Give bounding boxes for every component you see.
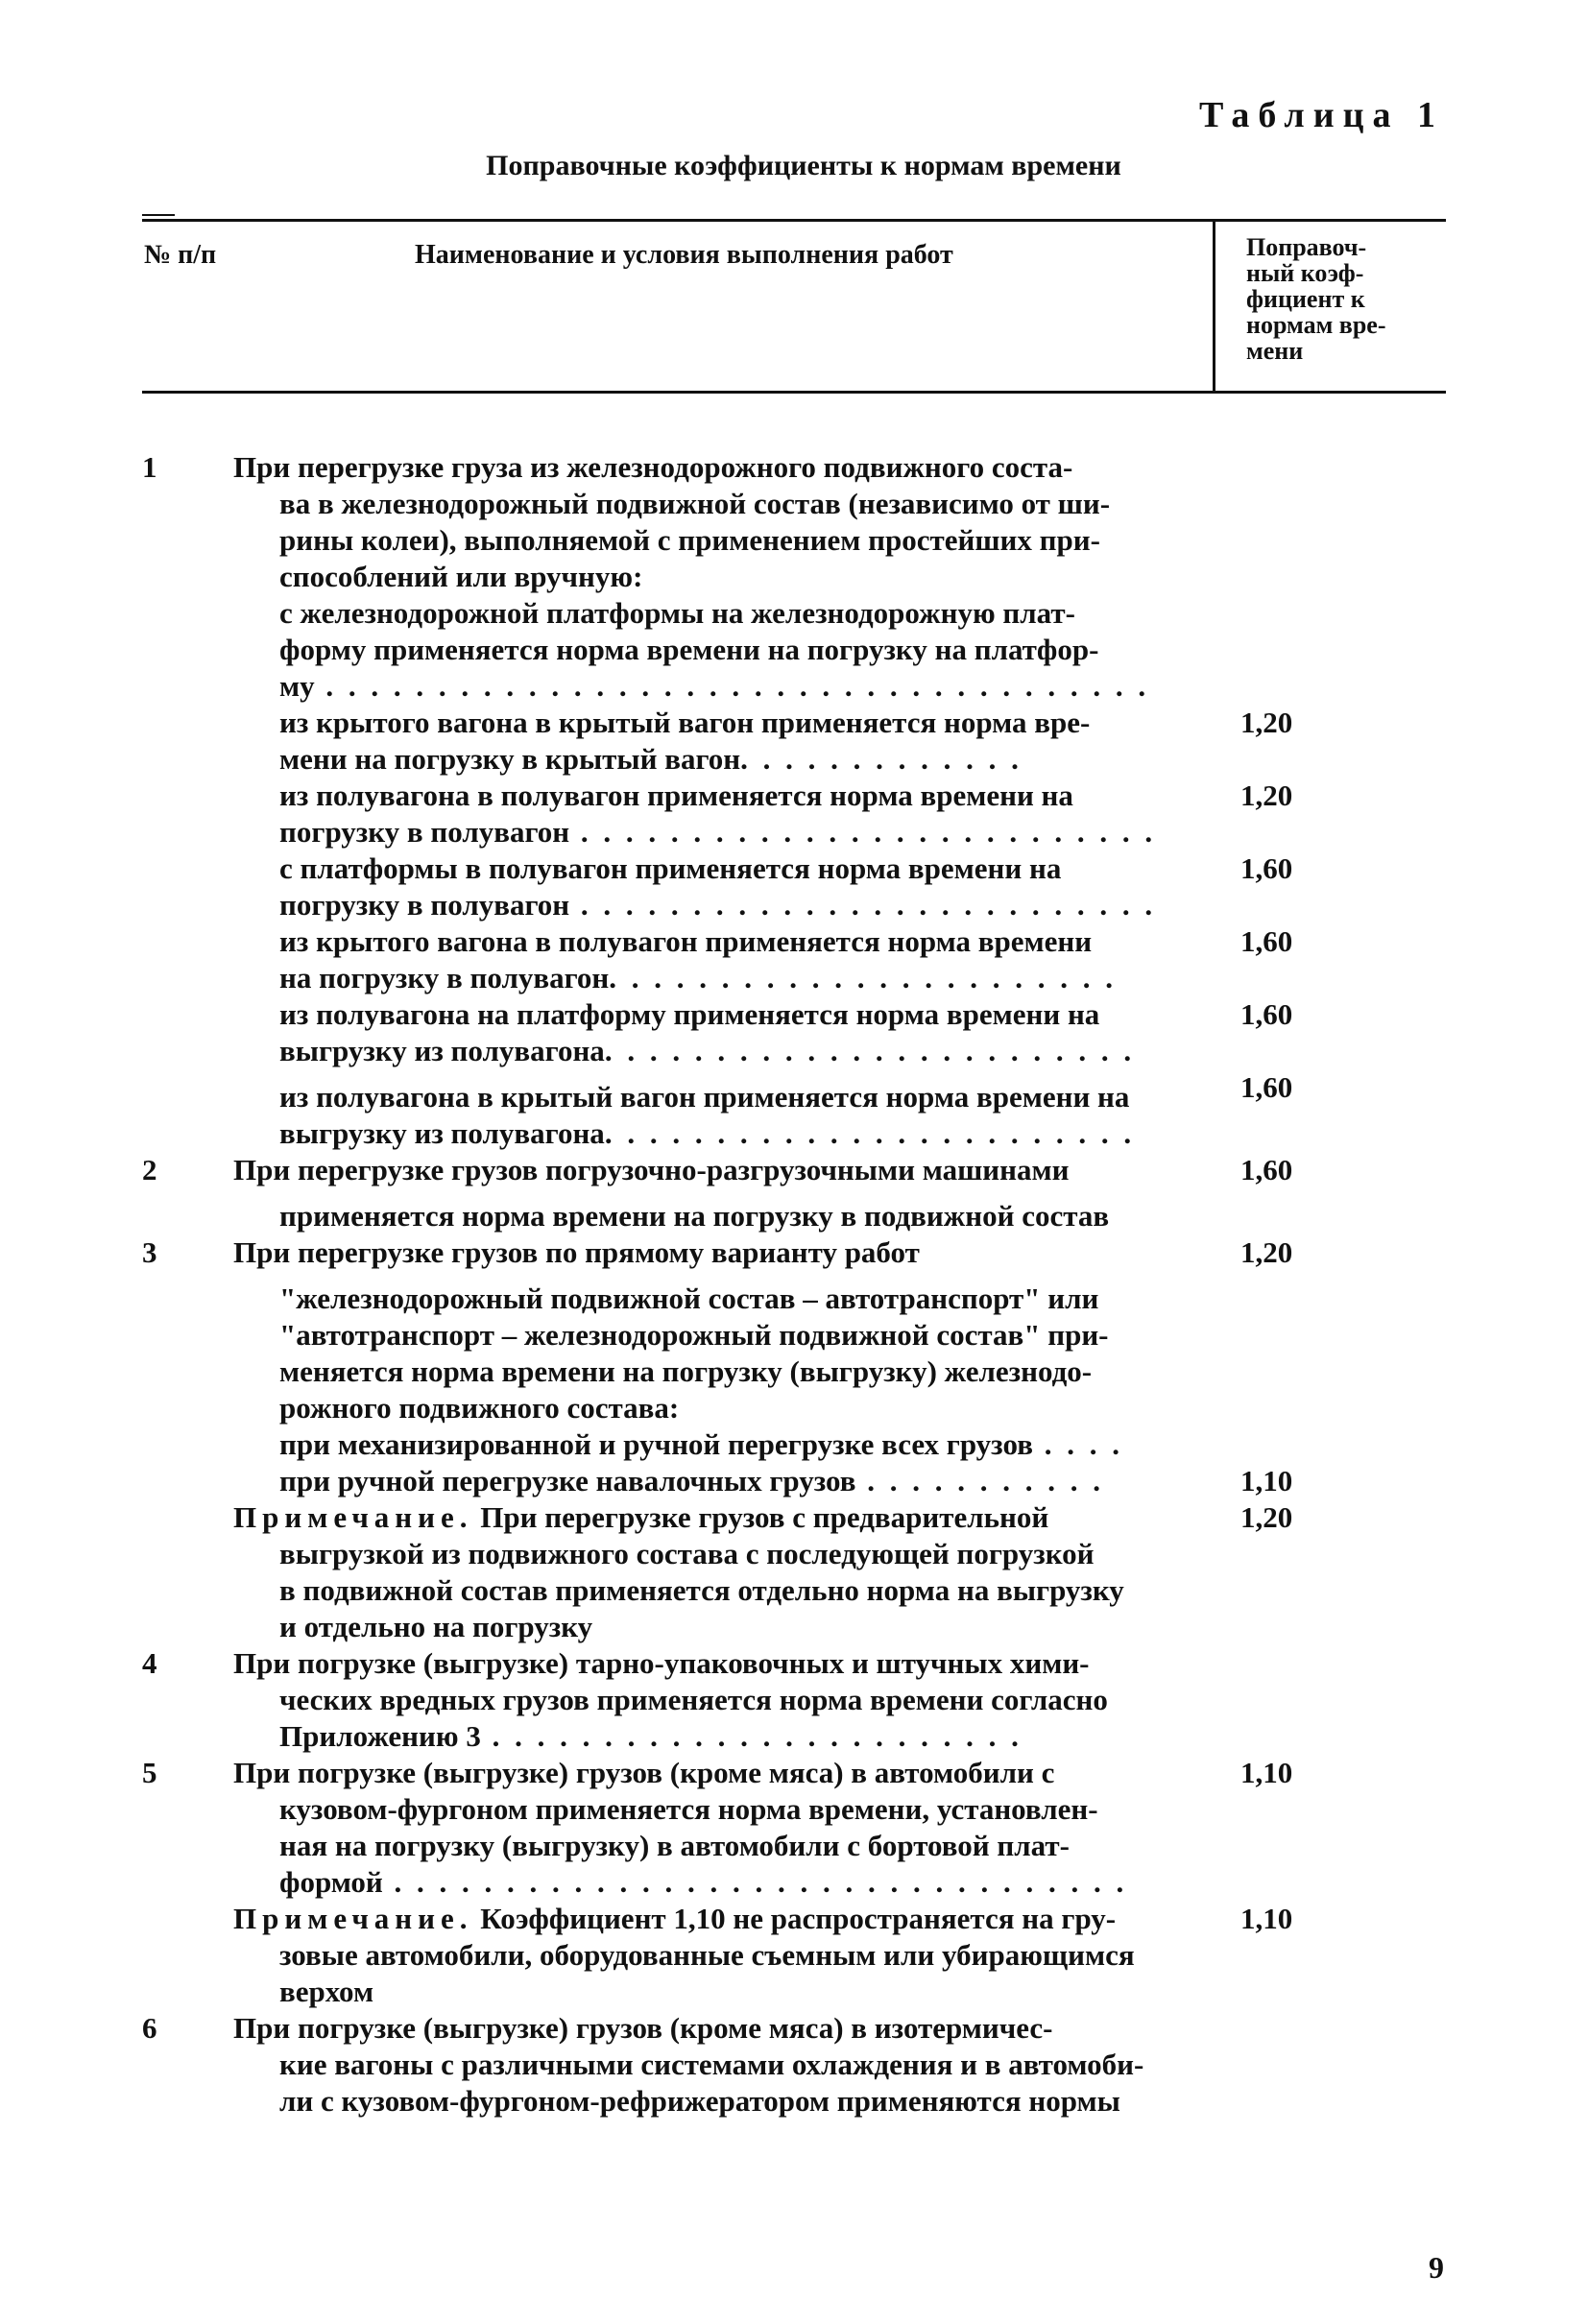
row-text-part: выгрузку из полувагона — [279, 1034, 605, 1067]
row-text — [233, 1864, 1292, 1901]
note-body: Коэффициент 1,10 не распространяется на гру- — [472, 1902, 1117, 1935]
row-text: "автотранспорт – железнодорожный подвижной состав" при- — [279, 1318, 1109, 1352]
table-row — [0, 1828, 1588, 1864]
row-text-part: му — [279, 669, 315, 703]
table-row — [0, 923, 1588, 960]
coefficient-value: 1,60 — [1240, 924, 1293, 958]
table-row — [0, 1572, 1588, 1609]
coef-header-line: мени — [1246, 337, 1304, 365]
table-row — [0, 1499, 1588, 1536]
row-text-part: мени на погрузку в крытый вагон — [279, 742, 741, 776]
table-row — [0, 1901, 1588, 1937]
leader-dots: . . . . . . . . . . . . . . . . . . . . . . . . . . . . . . . . . . . . . — [314, 669, 1150, 703]
table-row — [0, 1791, 1588, 1828]
item-number: 1 — [142, 450, 157, 484]
row-text: "железнодорожный подвижной состав – автотранспорт" или — [279, 1282, 1099, 1315]
row-text-part: погрузку в полувагон — [279, 888, 570, 922]
row-text: зовые автомобили, оборудованные съемным или убирающимся — [279, 1938, 1135, 1972]
row-text: ли с кузовом-фургоном-рефрижератором применяются нормы — [279, 2084, 1120, 2118]
item-number: 4 — [142, 1646, 157, 1680]
spacer — [0, 1271, 1588, 1281]
table-row — [0, 559, 1588, 595]
table-row — [0, 1390, 1588, 1426]
coefficient-value: 1,60 — [1240, 851, 1293, 885]
row-text: При перегрузке грузов по прямому варианту работ — [233, 1235, 920, 1269]
table-row — [0, 449, 1588, 486]
row-text: применяется норма времени на погрузку в подвижной состав — [279, 1199, 1110, 1233]
item-number: 2 — [142, 1153, 157, 1186]
coefficient-value: 1,10 — [1240, 1756, 1293, 1789]
coefficient-value: 1,60 — [1240, 1070, 1293, 1104]
header-column-separator — [1213, 221, 1215, 394]
row-text: из полувагона в крытый вагон применяется норма времени на — [279, 1080, 1130, 1114]
row-text: форму применяется норма времени на погрузку на платфор- — [279, 633, 1099, 666]
coefficient-value: 1,20 — [1240, 1235, 1293, 1269]
leader-dots: . . . . . . . . . . . . . . . . . . . . . . . . — [480, 1719, 1023, 1753]
row-text — [233, 1033, 1292, 1069]
table-row — [0, 2083, 1588, 2120]
table-title: Поправочные коэффициенты к нормам времени — [486, 150, 1121, 181]
row-text: ва в железнодорожный подвижной состав (независимо от ши- — [279, 487, 1111, 520]
table-row — [0, 778, 1588, 814]
item-number: 3 — [142, 1235, 157, 1269]
row-text-part: на погрузку в полувагон — [279, 961, 610, 994]
coefficient-value: 1,20 — [1240, 1500, 1293, 1534]
table-row — [0, 1937, 1588, 1974]
leader-dots: . . . . . . . . . . . — [855, 1464, 1105, 1497]
row-text: рожного подвижного состава: — [279, 1391, 680, 1425]
header-bottom-rule — [142, 391, 1446, 394]
table-row — [0, 1645, 1588, 1682]
coef-header-line: нормам вре- — [1246, 311, 1386, 339]
row-text — [233, 741, 1292, 778]
row-text: При погрузке (выгрузке) грузов (кроме мяса) в изотермичес- — [233, 2011, 1053, 2045]
leader-dots: . . . . . . . . . . . . . . . . . . . . . . . . . . . . . . . . . — [382, 1865, 1128, 1899]
table-body — [0, 449, 1588, 2120]
table-row — [0, 1682, 1588, 1718]
leader-dots: . . . . . . . . . . . . . . . . . . . . . . . . . . — [569, 888, 1157, 922]
row-text: меняется норма времени на погрузку (выгрузку) железнодо- — [279, 1354, 1093, 1388]
row-text: способлений или вручную: — [279, 560, 643, 593]
leader-dots: . . . . . . . . . . . . . — [740, 742, 1023, 776]
column-header-number: № п/п — [144, 240, 217, 270]
item-number: 5 — [142, 1756, 157, 1789]
coef-header-line: фициент к — [1246, 285, 1365, 313]
table-row — [0, 851, 1588, 887]
note-text — [233, 1901, 1246, 1937]
row-text — [233, 668, 1292, 705]
row-text — [233, 887, 1292, 923]
header-top-rule — [142, 219, 1446, 222]
leader-dots: . . . . . . . . . . . . . . . . . . . . . . . — [609, 961, 1118, 994]
table-row — [0, 705, 1588, 741]
table-row — [0, 1281, 1588, 1317]
row-text: При перегрузке грузов погрузочно-разгрузочными машинами — [233, 1153, 1070, 1186]
item-number: 6 — [142, 2011, 157, 2045]
leader-dots: . . . . . . . . . . . . . . . . . . . . . . . . — [604, 1034, 1136, 1067]
row-text: с платформы в полувагон применяется норма времени на — [279, 851, 1062, 885]
note-body: При перегрузке грузов с предварительной — [472, 1500, 1049, 1534]
row-text-part: формой — [279, 1865, 383, 1899]
coef-header-line: ный коэф- — [1246, 259, 1364, 287]
row-text: из крытого вагона в крытый вагон применяется норма вре- — [279, 706, 1091, 739]
table-row — [0, 1354, 1588, 1390]
row-text-part: погрузку в полувагон — [279, 815, 570, 849]
row-text — [233, 1718, 1292, 1755]
spacer — [0, 1069, 1588, 1079]
row-text-part: при ручной перегрузке навалочных грузов — [279, 1464, 856, 1497]
coefficient-value: 1,60 — [1240, 1153, 1293, 1186]
header-top-dash — [142, 214, 175, 216]
table-row — [0, 595, 1588, 632]
note-label: Примечание. — [233, 1500, 473, 1534]
row-text: кие вагоны с различными системами охлаждения и в автомоби- — [279, 2048, 1144, 2081]
row-text: из крытого вагона в полувагон применяется норма времени — [279, 924, 1093, 958]
table-row — [0, 1974, 1588, 2010]
table-row — [0, 1079, 1588, 1115]
row-text — [233, 814, 1292, 851]
table-row — [0, 2010, 1588, 2047]
row-text: из полувагона на платформу применяется норма времени на — [279, 997, 1100, 1031]
table-row — [0, 996, 1588, 1033]
coefficient-value: 1,20 — [1240, 779, 1293, 812]
row-text: При погрузке (выгрузке) грузов (кроме мяса) в автомобили с — [233, 1756, 1055, 1789]
row-text: рины колеи), выполняемой с применением простейших при- — [279, 523, 1100, 557]
row-text: При перегрузке груза из железнодорожного подвижного соста- — [233, 450, 1073, 484]
row-text: в подвижной состав применяется отдельно норма на выгрузку — [279, 1573, 1124, 1607]
row-text: и отдельно на погрузку — [279, 1610, 593, 1643]
table-row — [0, 1152, 1588, 1188]
row-text: ческих вредных грузов применяется норма времени согласно — [279, 1683, 1108, 1716]
row-text — [233, 1426, 1292, 1463]
coefficient-value: 1,10 — [1240, 1464, 1293, 1497]
row-text — [233, 960, 1292, 996]
row-text: верхом — [279, 1975, 374, 2008]
spacer — [0, 1188, 1588, 1198]
table-label: Таблица 1 — [1198, 95, 1444, 135]
row-text: ная на погрузку (выгрузку) в автомобили с бортовой плат- — [279, 1829, 1070, 1862]
row-text — [233, 1115, 1292, 1152]
table-row — [0, 486, 1588, 522]
coefficient-value: 1,20 — [1240, 706, 1293, 739]
column-header-coefficient — [1246, 234, 1386, 364]
row-text: кузовом-фургоном применяется норма времени, установлен- — [279, 1792, 1098, 1826]
coef-header-line: Поправоч- — [1246, 233, 1367, 261]
table-row — [0, 1317, 1588, 1354]
page-number: 9 — [1429, 2250, 1444, 2285]
row-text: При погрузке (выгрузке) тарно-упаковочных и штучных хими- — [233, 1646, 1090, 1680]
leader-dots: . . . . — [1032, 1427, 1123, 1461]
table-row — [0, 1536, 1588, 1572]
table-row — [0, 522, 1588, 559]
row-text-part: при механизированной и ручной перегрузке всех грузов — [279, 1427, 1033, 1461]
table-row — [0, 1755, 1588, 1791]
table-row — [0, 1609, 1588, 1645]
row-text-part: Приложению 3 — [279, 1719, 481, 1753]
row-text: из полувагона в полувагон применяется норма времени на — [279, 779, 1073, 812]
note-label: Примечание. — [233, 1902, 473, 1935]
leader-dots: . . . . . . . . . . . . . . . . . . . . . . . . — [604, 1116, 1136, 1150]
note-text — [233, 1499, 1246, 1536]
leader-dots: . . . . . . . . . . . . . . . . . . . . . . . . . . — [569, 815, 1157, 849]
row-text: выгрузкой из подвижного состава с последующей погрузкой — [279, 1537, 1095, 1570]
row-text — [233, 1463, 1292, 1499]
table-row — [0, 2047, 1588, 2083]
table-row — [0, 1234, 1588, 1271]
coefficient-value: 1,60 — [1240, 997, 1293, 1031]
table-row — [0, 632, 1588, 668]
row-text-part: выгрузку из полувагона — [279, 1116, 605, 1150]
column-header-name: Наименование и условия выполнения работ — [415, 240, 953, 270]
row-text: с железнодорожной платформы на железнодорожную плат- — [279, 596, 1075, 630]
coefficient-value: 1,10 — [1240, 1902, 1293, 1935]
